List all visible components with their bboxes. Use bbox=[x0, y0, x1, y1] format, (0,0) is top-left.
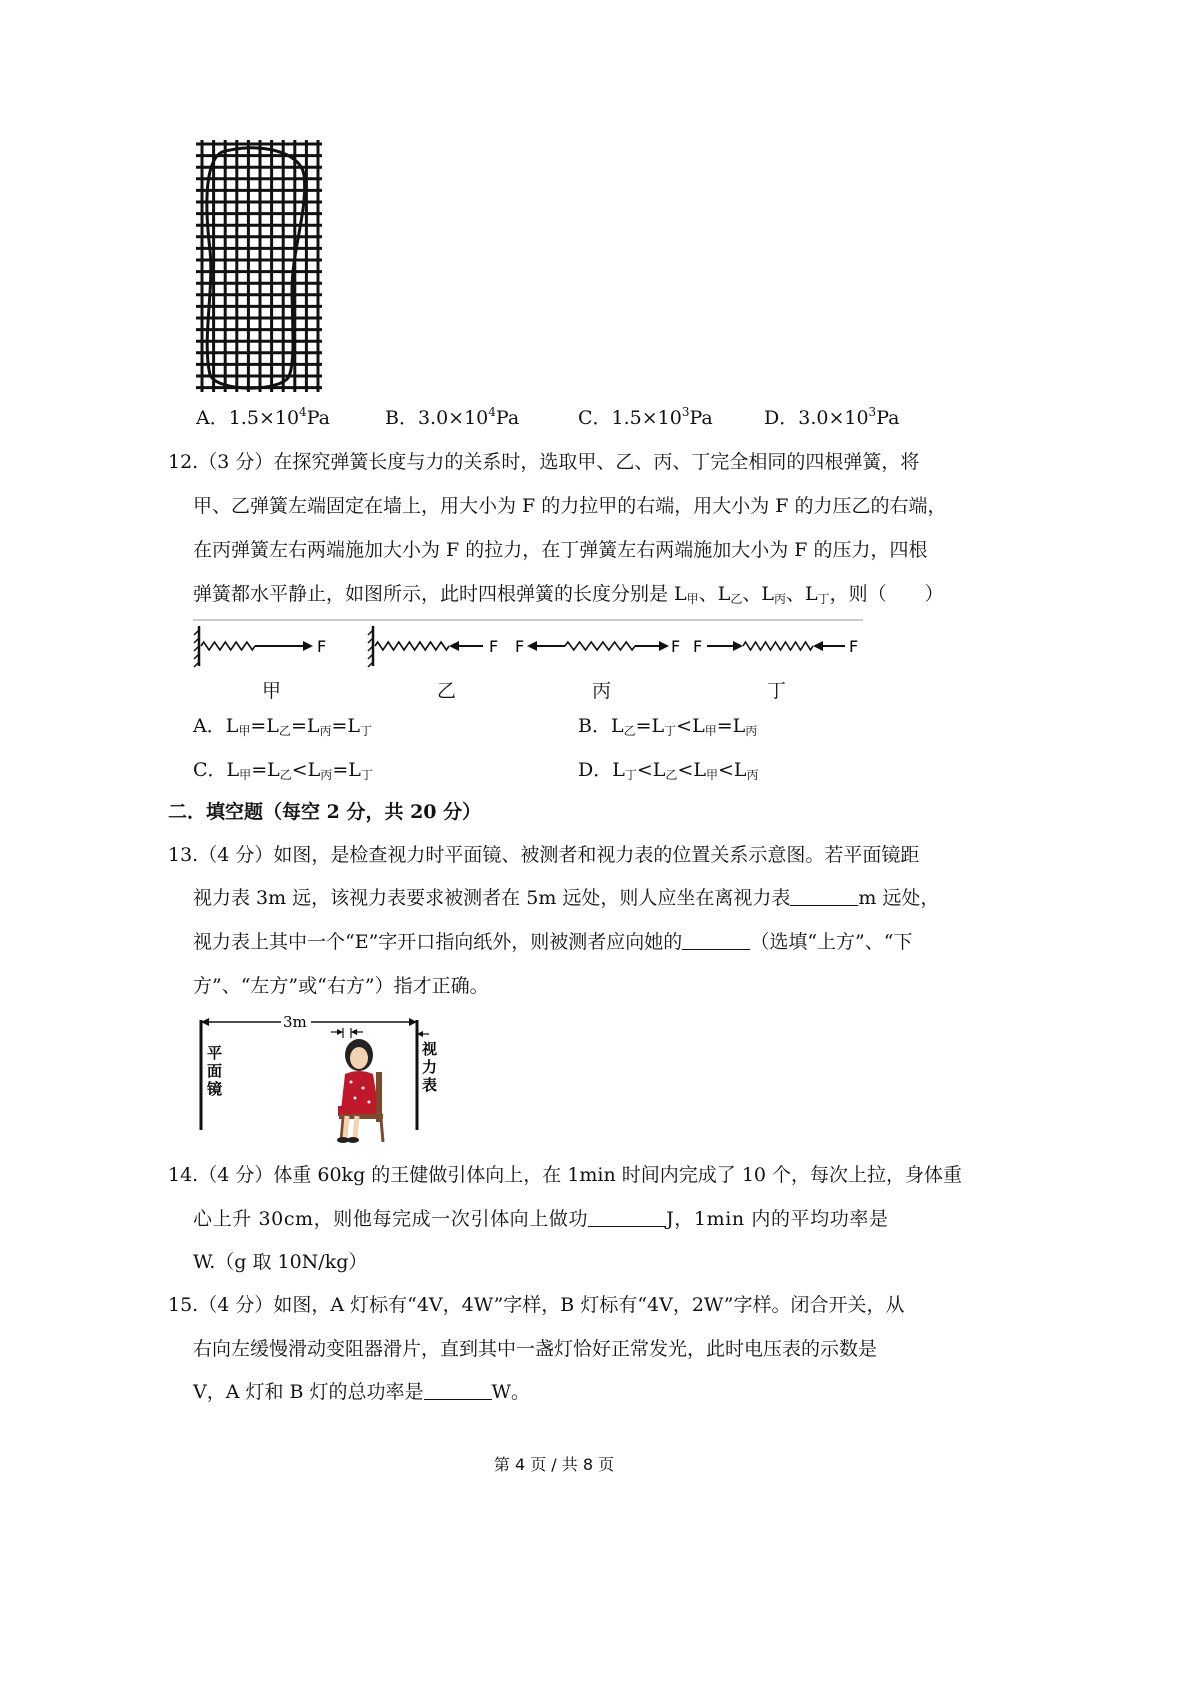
q15-line-3: V，A 灯和 B 灯的总功率是 W。 bbox=[193, 1381, 531, 1403]
spring-force-label: F bbox=[317, 637, 327, 656]
mirror-label: 平面镜 bbox=[207, 1044, 223, 1098]
q11-option-a: A．$1.5\times 10^4Pa$ bbox=[196, 405, 330, 429]
spring-force-label: F bbox=[671, 637, 681, 656]
distance-label: 3m bbox=[283, 1013, 307, 1031]
q14-line-1: 14.（4 分）体重 60kg 的王健做引体向上，在 1min 时间内完成了 10 个，每次上拉，身体重 bbox=[168, 1164, 963, 1186]
q15-line-2: 右向左缓慢滑动变阻器滑片，直到其中一盏灯恰好正常发光，此时电压表的示数是 bbox=[193, 1338, 878, 1360]
q11-option-c: C．$1.5\times 10^3Pa$ bbox=[578, 405, 713, 429]
q12-line-1: 12.（3 分）在探究弹簧长度与力的关系时，选取甲、乙、丙、丁完全相同的四根弹簧，将 bbox=[168, 451, 920, 473]
q12-option-c: C．L甲=L乙<L丙=L丁 bbox=[193, 759, 373, 782]
q13-line-4: 方”、“左方”或“右方”）指才正确。 bbox=[193, 975, 489, 997]
spring-force-label: F bbox=[515, 637, 525, 656]
chart-label: 视力表 bbox=[422, 1040, 438, 1094]
q12-option-b: B．L乙=L丁<L甲=L丙 bbox=[578, 715, 758, 738]
answer-blank[interactable] bbox=[790, 885, 858, 906]
answer-blank[interactable] bbox=[682, 929, 750, 950]
spring-label-yi: 乙 bbox=[437, 680, 457, 702]
q11-option-d: D．$3.0\times 10^3Pa$ bbox=[764, 405, 900, 429]
page-footer: 第 4 页 / 共 8 页 bbox=[493, 1455, 615, 1474]
q15-line-1: 15.（4 分）如图，A 灯标有“4V，4W”字样，B 灯标有“4V，2W”字样。闭合开关，从 bbox=[168, 1294, 905, 1316]
answer-blank[interactable] bbox=[424, 1379, 492, 1400]
q13-line-1: 13.（4 分）如图，是检查视力时平面镜、被测者和视力表的位置关系示意图。若平面镜距 bbox=[168, 844, 920, 866]
q12-option-d: D．L丁<L乙<L甲<L丙 bbox=[578, 759, 759, 782]
q11-option-b: B．$3.0\times 10^4Pa$ bbox=[385, 405, 520, 429]
spring-force-label: F bbox=[489, 637, 499, 656]
spring-force-label: F bbox=[849, 637, 859, 656]
answer-blank[interactable] bbox=[588, 1206, 666, 1227]
q13-line-3: 视力表上其中一个“E”字开口指向纸外，则被测者应向她的 （选填“上方”、“下 bbox=[193, 931, 913, 953]
spring-label-ding: 丁 bbox=[767, 680, 787, 702]
section-heading: 二．填空题（每空 2 分，共 20 分） bbox=[168, 801, 482, 823]
q12-line-2: 甲、乙弹簧左端固定在墙上，用大小为 F 的力拉甲的右端，用大小为 F 的力压乙的右端， bbox=[193, 495, 947, 517]
q12-option-a: A．L甲=L乙=L丙=L丁 bbox=[193, 715, 373, 738]
spring-label-bing: 丙 bbox=[592, 680, 612, 702]
q14-line-3: W.（g 取 10N/kg） bbox=[193, 1251, 368, 1273]
q12-line-3: 在丙弹簧左右两端施加大小为 F 的拉力，在丁弹簧左右两端施加大小为 F 的压力，四根 bbox=[193, 539, 928, 561]
footprint-grid-figure bbox=[196, 140, 324, 395]
q14-line-2: 心上升 30cm，则他每完成一次引体向上做功 J，1min 内的平均功率是 bbox=[193, 1208, 889, 1230]
spring-label-jia: 甲 bbox=[262, 680, 282, 702]
eye-test-figure bbox=[193, 1010, 453, 1145]
springs-figure bbox=[193, 618, 865, 678]
q12-line-4: 弹簧都水平静止，如图所示，此时四根弹簧的长度分别是 L甲、L乙、L丙、L丁，则（ ） bbox=[193, 583, 944, 606]
spring-force-label: F bbox=[693, 637, 703, 656]
seated-person-icon bbox=[337, 1039, 383, 1143]
q13-line-2: 视力表 3m 远，该视力表要求被测者在 5m 远处，则人应坐在离视力表 m 远处， bbox=[193, 887, 940, 909]
